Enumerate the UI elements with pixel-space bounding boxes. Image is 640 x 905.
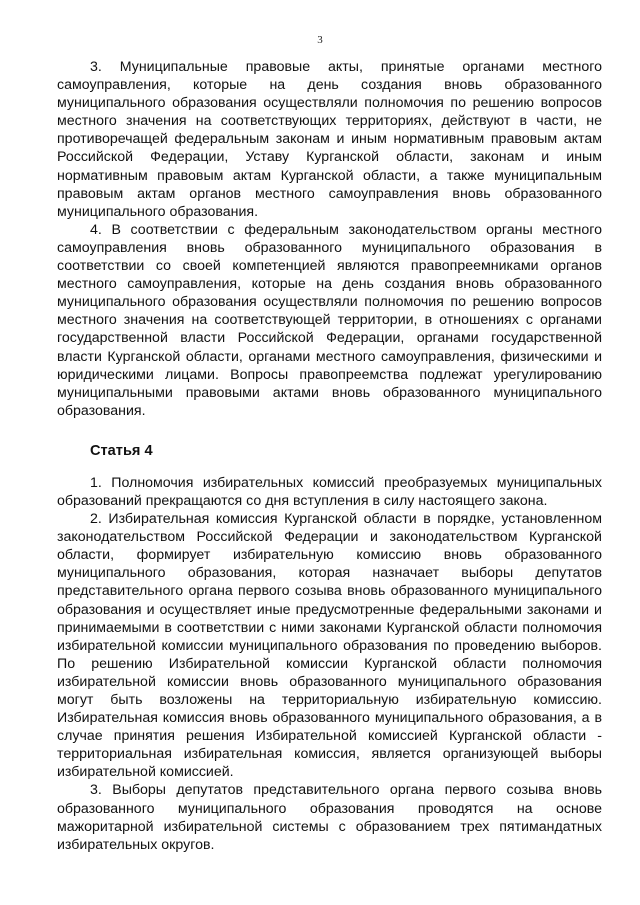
paragraph-article4-item1: 1. Полномочия избирательных комиссий преобразуемых муниципальных образований прекращаются со дня вступления в силу настоящего закона. [57,474,602,509]
page-number: 3 [317,34,323,46]
paragraph-article3-item4: 4. В соответствии с федеральным законодательством органы местного самоуправления вновь образованного муниципального образования в соответствии со своей компетенцией являются правопреемниками органов местного самоуправления, которые на день создания вновь образованного муниципального образования осуществляли полномочия по решению вопросов местного значения на соответствующей территории, в отношениях с органами государственной власти Российской Федерации, органами государственной власти Курганской области, органами местного самоуправления, физическими и юридическими лицами. Вопросы правопреемства подлежат урегулированию муниципальными правовыми актами вновь образованного муниципального образования. [57,221,602,419]
paragraph-article3-item3: 3. Муниципальные правовые акты, принятые органами местного самоуправления, которые на день создания вновь образованного муниципального образования осуществляли полномочия по решению вопросов местного значения на соответствующих территориях, действуют в части, не противоречащей федеральным законам и иным нормативным правовым актам Российской Федерации, Уставу Курганской области, законам и иным нормативным правовым актам Курганской области, а также муниципальным правовым актам органов местного самоуправления вновь образованного муниципального образования. [57,59,602,220]
document-body [57,58,602,854]
article-heading: Статья 4 [90,442,153,459]
paragraph-article4-item3: 3. Выборы депутатов представительного органа первого созыва вновь образованного муниципального образования проводятся на основе мажоритарной избирательной системы с образованием трех пятимандатных избирательных округов. [57,782,602,853]
paragraph-article4-item2: 2. Избирательная комиссия Курганской области в порядке, установленном законодательством Российской Федерации и законодательством Курганской области, формирует избирательную комиссию вновь образованного муниципального образования, которая назначает выборы депутатов представительного органа первого созыва вновь образованного муниципального образования и осуществляет иные предусмотренные федеральными законами и принимаемыми в соответствии с ними законами Курганской области полномочия избирательной комиссии муниципального образования по проведению выборов. По решению Избирательной комиссии Курганской области полномочия избирательной комиссии вновь образованного муниципального образования могут быть возложены на территориальную избирательную комиссию. Избирательная комиссия вновь образованного муниципального образования, а в случае принятия решения Избирательной комиссией Курганской области - территориальная избирательная комиссия, является организующей выборы избирательной комиссией. [57,511,602,781]
